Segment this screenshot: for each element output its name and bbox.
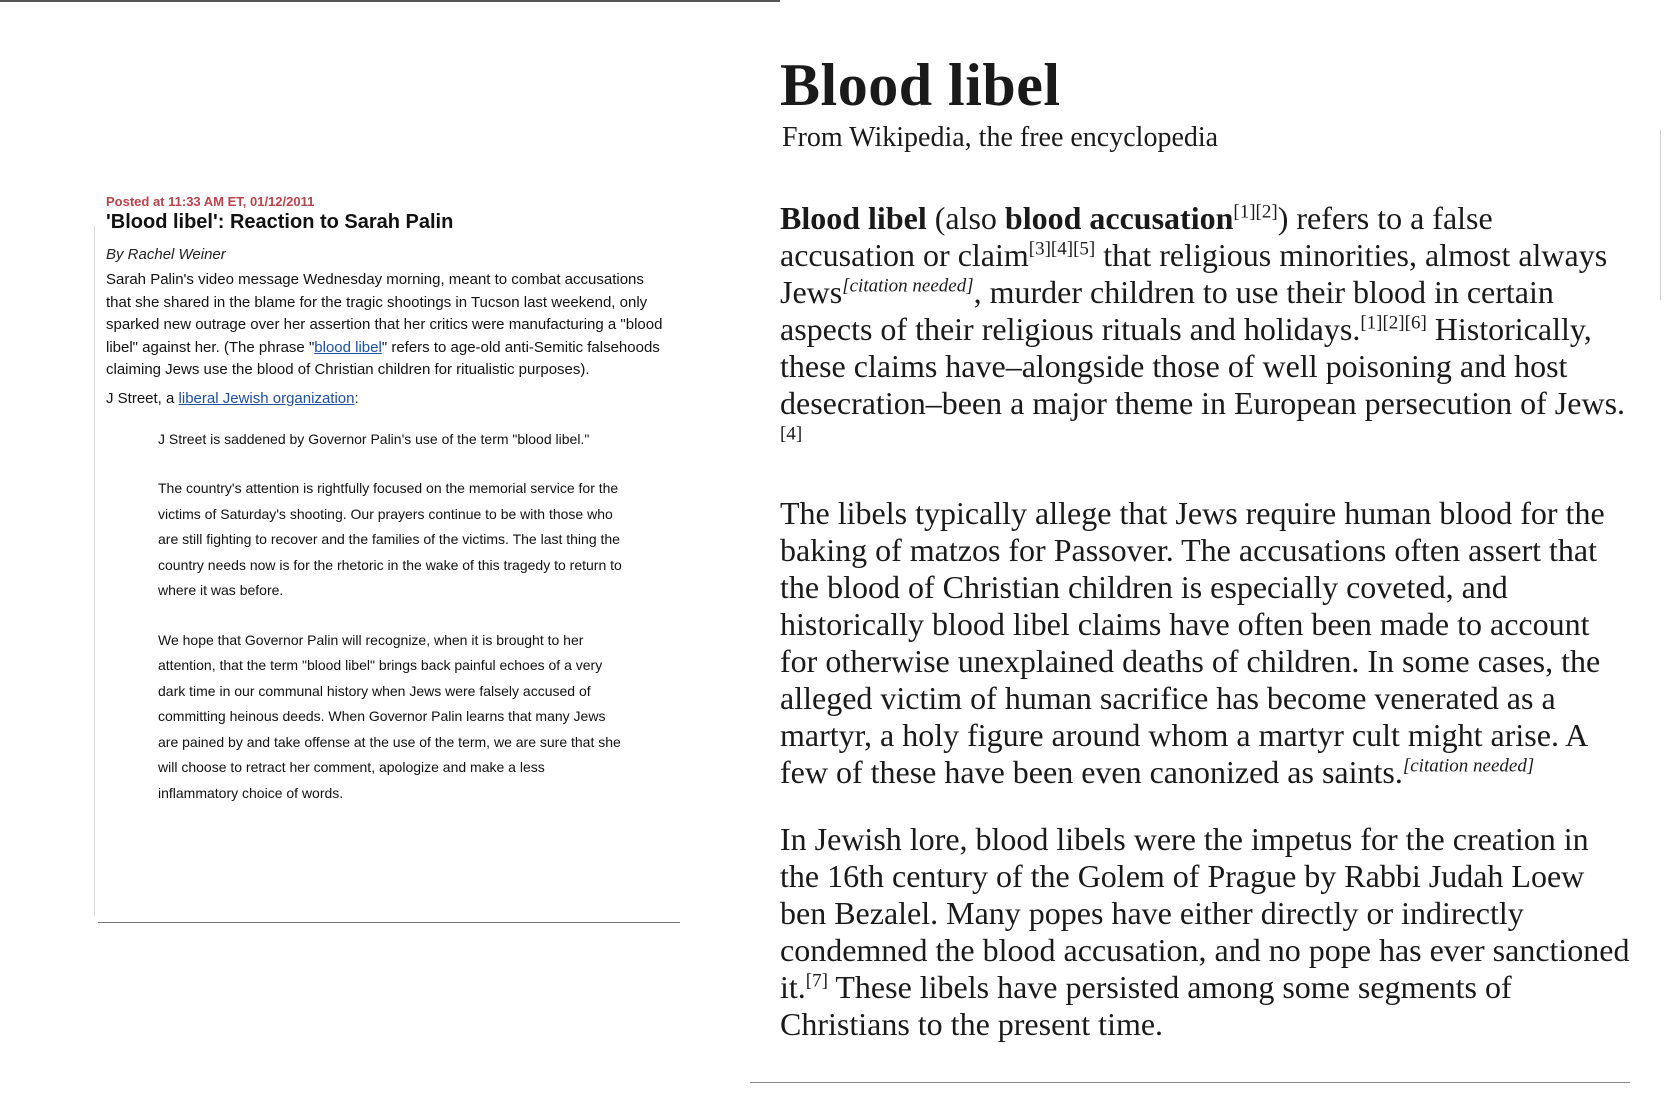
- blood-libel-link[interactable]: blood libel: [314, 338, 382, 356]
- scan-edge-mark: [1660, 130, 1661, 300]
- ref-1-2-6[interactable]: [1][2][6]: [1360, 312, 1427, 334]
- article-byline: By Rachel Weiner: [106, 246, 226, 263]
- p3-text-2: These libels have persisted among some segments of Christians to the present time.: [780, 969, 1512, 1042]
- clipping-left-edge: [94, 226, 95, 916]
- wiki-paragraph-1: [780, 200, 1630, 459]
- ref-7[interactable]: [7]: [805, 970, 828, 992]
- quote-paragraph-1: J Street is saddened by Governor Palin's use of the term "blood libel.": [158, 430, 590, 447]
- p1-text-1: (also: [926, 200, 1005, 236]
- p1-text-5: Historically, these claims have–alongside those of well poisoning and host desecration–been a major theme in European persecution of Jews.: [780, 311, 1626, 421]
- news-clipping: [96, 186, 676, 926]
- article-headline: 'Blood libel': Reaction to Sarah Palin: [106, 211, 454, 233]
- article-lede: [106, 269, 671, 382]
- quote-paragraph-3: We hope that Governor Palin will recognize, when it is brought to her attention, that the term "blood libel" brings back painful echoes of a very dark time in our communal history when Jews were falsely accused of committing heinous deeds. When Governor Palin learns that many Jews are pained by and take offense at the use of the term, we are sure that she will choose to retract her comment, apologize and make a less inflammatory choice of words.: [158, 631, 621, 801]
- citation-needed-2[interactable]: [citation needed]: [1402, 755, 1535, 777]
- p2-text: The libels typically allege that Jews require human blood for the baking of matzos for Passover. The accusations often assert that the blood of Christian children is especially coveted, and historically blood libel claims have often been made to account for otherwise unexplained deaths of children. In some cases, the alleged victim of human sacrifice has become venerated as a martyr, a holy figure around whom a martyr cult might arise. A few of these have been even canonized as saints.: [780, 495, 1605, 790]
- wikipedia-clipping: [780, 50, 1630, 1090]
- term-blood-accusation: blood accusation: [1004, 200, 1234, 236]
- wiki-title: Blood libel: [780, 52, 1061, 118]
- wiki-subtitle: From Wikipedia, the free encyclopedia: [782, 122, 1219, 153]
- wiki-bottom-edge: [750, 1082, 1630, 1083]
- jstreet-suffix: :: [354, 389, 359, 407]
- clipping-bottom-edge: [98, 922, 680, 923]
- p1-text-3: that religious minorities, almost always Jews: [780, 237, 1608, 310]
- wiki-paragraph-3: [780, 821, 1630, 1043]
- lede-text-2: " refers to age-old anti-Semitic falsehoods claiming Jews use the blood of Christian children for ritualistic purposes).: [106, 338, 660, 378]
- term-blood-libel: Blood libel: [780, 200, 927, 236]
- p1-text-4: , murder children to use their blood in certain aspects of their religious rituals and holidays.: [780, 274, 1554, 347]
- citation-needed-1[interactable]: [citation needed]: [842, 275, 974, 297]
- p3-text-1: In Jewish lore, blood libels were the impetus for the creation in the 16th century of the Golem of Prague by Rabbi Judah Loew ben Bezalel. Many popes have either directly or indirectly condemned the blood accusation, and no pope has ever sanctioned it.: [780, 821, 1630, 1005]
- wiki-paragraph-2: [780, 495, 1630, 791]
- posted-timestamp: Posted at 11:33 AM ET, 01/12/2011: [106, 194, 315, 209]
- lede-text-1: Sarah Palin's video message Wednesday morning, meant to combat accusations that she shared in the blame for the tragic shootings in Tucson last weekend, only sparked new outrage over her assertion that her critics were manufacturing a "blood libel" against her. (The phrase ": [106, 271, 663, 356]
- jstreet-prefix: J Street, a: [106, 389, 179, 407]
- p1-text-2: ) refers to a false accusation or claim: [780, 200, 1493, 273]
- ref-3-4-5[interactable]: [3][4][5]: [1028, 238, 1096, 260]
- liberal-jewish-organization-link[interactable]: liberal Jewish organization: [178, 389, 355, 407]
- jstreet-intro: [106, 390, 676, 407]
- ref-4[interactable]: [4]: [780, 423, 803, 445]
- quote-paragraph-2: The country's attention is rightfully focused on the memorial service for the victims of Saturday's shooting. Our prayers continue to be with those who are still fighting to recover and the families of the victims. The last thing the country needs now is for the rhetoric in the wake of this tragedy to return to where it was before.: [158, 480, 622, 598]
- top-scan-edge: [0, 0, 780, 2]
- ref-1-2[interactable]: [1][2]: [1233, 201, 1278, 223]
- jstreet-statement: [158, 427, 628, 807]
